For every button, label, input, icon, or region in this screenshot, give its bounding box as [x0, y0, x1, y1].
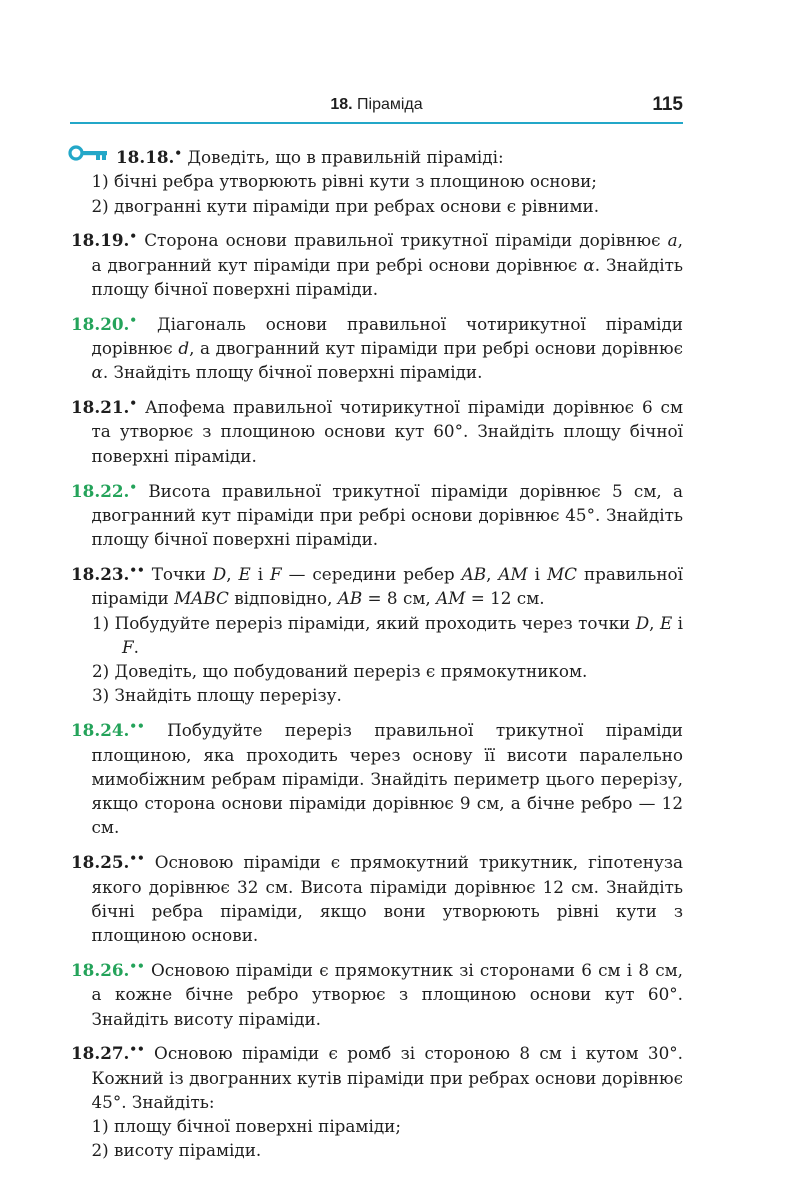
problem-text: , а двогранний кут піраміди при ребрі основи дорівнює	[189, 338, 683, 359]
problem-18-24	[71, 714, 683, 839]
list-item: 1) площу бічної поверхні піраміди;	[91, 1116, 402, 1137]
problem-18-19	[71, 224, 683, 301]
problem-number: 18.24.	[71, 720, 130, 741]
difficulty-mark: ••	[129, 851, 145, 866]
problem-text: і	[250, 563, 271, 584]
problem-text: Основою піраміди є ромб зі стороною 8 см і кутом 30°. Кожний із двогранних кутів піраміди при ребрах основи дорівнює 45°. Знайдіть:	[91, 1043, 683, 1112]
problem-text: Основою піраміди є прямокутник зі сторонами 6 см і 8 см, а кожне бічне ребро утворює з площиною основи кут 60°. Знайдіть висоту піраміди.	[91, 959, 683, 1029]
problem-text: правильної піраміди	[91, 563, 683, 609]
section-number: 18.	[330, 96, 353, 113]
problem-18-26	[71, 954, 683, 1031]
problem-text: Сторона основи правильної трикутної піраміди дорівнює	[137, 230, 668, 251]
problem-number: 18.25.	[71, 852, 130, 873]
problem-number: 18.23.	[71, 563, 130, 584]
math-variable: D	[635, 612, 650, 633]
problem-text: Висота правильної трикутної піраміди дорівнює 5 см, а двогранний кут піраміди при ребрі основи дорівнює 45°. Знайдіть площу бічної поверхні піраміди.	[91, 480, 683, 550]
page-header	[70, 92, 683, 124]
problem-text: — середини ребер	[281, 563, 462, 584]
page-number: 115	[652, 94, 683, 115]
math-variable: D	[212, 563, 227, 584]
problem-text: Апофема правильної чотирикутної піраміди дорівнює 6 см та утворює з площиною основи кут 60°. Знайдіть площу бічної поверхні піраміди.	[91, 397, 683, 466]
problem-number: 18.27.	[71, 1043, 130, 1064]
list-item: 2) двогранні кути піраміди при ребрах основи є рівними.	[91, 195, 600, 216]
problem-18-25	[71, 846, 683, 947]
math-variable: AM	[436, 588, 466, 609]
problems-list	[71, 141, 683, 1169]
difficulty-mark: •	[129, 479, 138, 494]
math-variable: MABC	[174, 588, 229, 609]
list-item: 3) Знайдіть площу перерізу.	[92, 685, 342, 706]
math-variable: AM	[498, 563, 528, 584]
math-variable: MC	[546, 563, 577, 584]
problem-number: 18.20.	[71, 313, 130, 334]
problem-text: Доведіть, що в правильній піраміді:	[182, 147, 504, 167]
math-variable: d	[178, 338, 190, 359]
difficulty-mark: ••	[129, 562, 145, 577]
difficulty-mark: ••	[129, 1042, 145, 1057]
problem-18-20	[71, 308, 683, 385]
problem-text: = 12 см.	[465, 588, 545, 609]
math-variable: E	[659, 612, 673, 633]
math-variable: a	[667, 230, 678, 251]
problem-text: Побудуйте переріз правильної трикутної піраміди площиною, яка проходить через основу її висоти паралельно мимобіжним ребрам піраміди. Знайдіть периметр цього перерізу, якщо сторона основи піраміди дорівнює 9 см, а бічне ребро — 12 см.	[91, 720, 683, 838]
problem-text: і	[527, 563, 547, 584]
item-text: 1) Побудуйте переріз піраміди, який проходить через точки	[92, 612, 636, 633]
problem-text: Основою піраміди є прямокутний трикутник, гіпотенуза якого дорівнює 32 см. Висота піраміди дорівнює 12 см. Знайдіть бічні ребра піраміди, якщо вони утворюють рівні кути з площиною основи.	[91, 852, 683, 946]
math-variable: AB	[337, 588, 363, 609]
problem-text: ,	[486, 563, 499, 584]
problem-text: ,	[226, 563, 239, 584]
problem-18-22	[71, 475, 683, 552]
problem-number: 18.21.	[71, 397, 130, 418]
problem-text: Точки	[144, 563, 213, 584]
problem-text: . Знайдіть площу бічної поверхні піраміди.	[91, 254, 683, 299]
problem-number: 18.19.	[71, 230, 130, 251]
math-variable: α	[583, 254, 595, 275]
list-item: 1) бічні ребра утворюють рівні кути з площиною основи;	[91, 171, 597, 192]
difficulty-mark: •	[129, 229, 138, 244]
problem-18-18	[71, 141, 683, 218]
problem-18-27	[71, 1037, 683, 1162]
item-text: .	[133, 636, 139, 657]
item-text: і	[672, 612, 684, 633]
problem-text: відповідно,	[228, 588, 338, 609]
section-title-text: Піраміда	[352, 96, 423, 113]
difficulty-mark: •	[129, 396, 138, 411]
item-text: ,	[649, 612, 660, 633]
math-variable: F	[270, 563, 282, 584]
problem-number: 18.22.	[71, 480, 130, 501]
difficulty-mark: •	[174, 146, 183, 160]
list-item: 2) висоту піраміди.	[91, 1140, 262, 1161]
problem-text: . Знайдіть площу бічної поверхні піраміди.	[102, 362, 483, 383]
problem-text: , а двогранний кут піраміди при ребрі основи дорівнює	[91, 230, 683, 275]
difficulty-mark: ••	[129, 958, 145, 973]
list-item	[71, 611, 683, 660]
math-variable: F	[122, 636, 134, 657]
section-title	[70, 96, 683, 114]
key-icon	[68, 144, 110, 162]
problem-number: 18.26.	[71, 959, 130, 980]
problem-text: = 8 см,	[362, 588, 437, 609]
math-variable: α	[91, 362, 103, 383]
problem-text: Діагональ основи правильної чотирикутної піраміди дорівнює	[91, 313, 683, 359]
difficulty-mark: ••	[129, 719, 145, 734]
list-item: 2) Доведіть, що побудований переріз є прямокутником.	[92, 661, 588, 682]
math-variable: E	[238, 563, 251, 584]
difficulty-mark: •	[129, 312, 138, 327]
problem-18-23	[71, 558, 683, 708]
math-variable: AB	[461, 563, 487, 584]
problem-number: 18.18.	[116, 147, 175, 167]
problem-18-21	[71, 391, 683, 468]
